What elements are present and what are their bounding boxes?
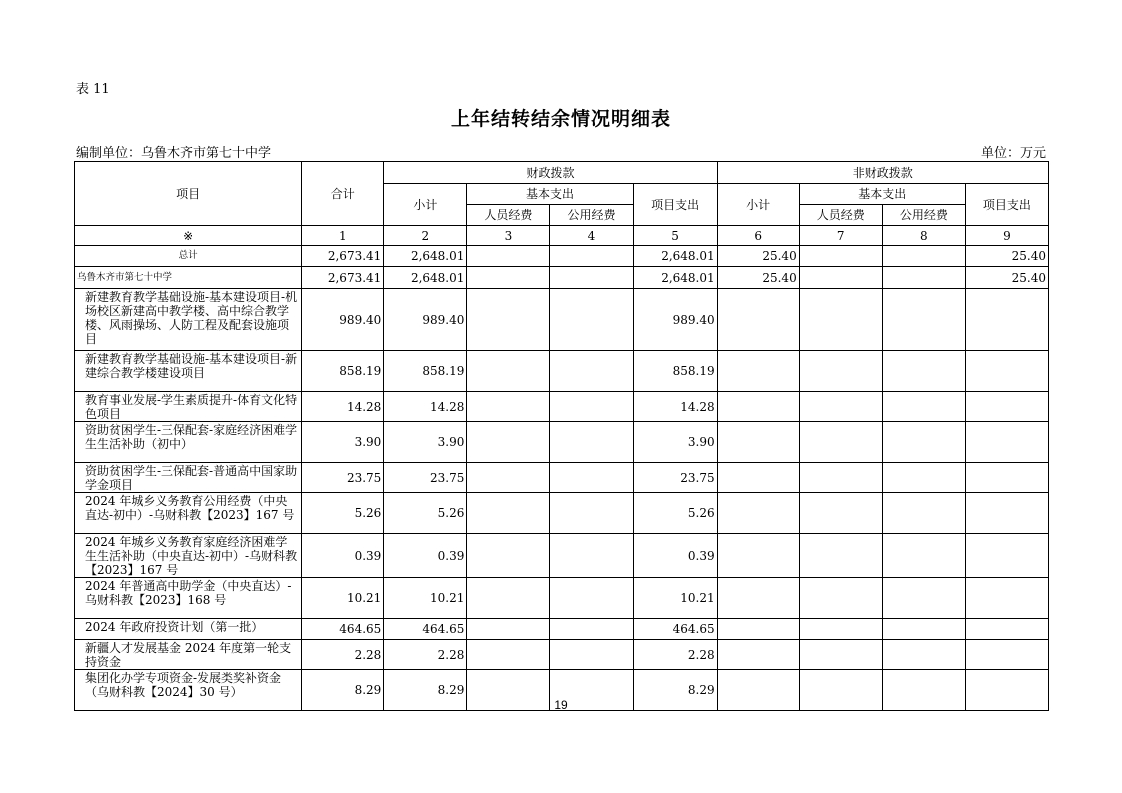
cell-fiscal-project: 464.65 [633, 619, 717, 640]
cell-nonfiscal-personnel [799, 493, 882, 534]
cell-total: 3.90 [302, 422, 384, 463]
cell-fiscal-project: 10.21 [633, 578, 717, 619]
header-fiscal-personnel: 人员经费 [467, 205, 550, 226]
header-item: 项目 [75, 162, 302, 226]
table-row [75, 289, 1049, 351]
cell-fiscal-project: 989.40 [633, 289, 717, 351]
cell-fiscal-public [550, 392, 633, 422]
table-row [75, 267, 1049, 289]
cell-fiscal-subtotal: 2.28 [384, 640, 467, 670]
cell-nonfiscal-project [965, 578, 1048, 619]
cell-nonfiscal-project [965, 640, 1048, 670]
cell-nonfiscal-subtotal [717, 493, 799, 534]
cell-nonfiscal-personnel [799, 619, 882, 640]
cell-nonfiscal-public [882, 246, 965, 267]
row-item: 资助贫困学生-三保配套-普通高中国家助学金项目 [75, 463, 302, 493]
cell-fiscal-public [550, 534, 633, 578]
cell-total: 23.75 [302, 463, 384, 493]
cell-fiscal-subtotal: 14.28 [384, 392, 467, 422]
cell-fiscal-personnel [467, 422, 550, 463]
compiling-unit: 编制单位：乌鲁木齐市第七十中学 [76, 146, 272, 161]
cell-nonfiscal-subtotal [717, 640, 799, 670]
cell-nonfiscal-personnel [799, 351, 882, 392]
header-fiscal-public: 公用经费 [550, 205, 633, 226]
cell-nonfiscal-project: 25.40 [965, 267, 1048, 289]
header-fiscal-subtotal: 小计 [384, 184, 467, 226]
index-cell: 7 [799, 226, 882, 246]
cell-fiscal-project: 2.28 [633, 640, 717, 670]
row-item: 新建教育教学基础设施-基本建设项目-新建综合教学楼建设项目 [75, 351, 302, 392]
cell-fiscal-subtotal: 5.26 [384, 493, 467, 534]
cell-nonfiscal-public [882, 422, 965, 463]
header-nonfiscal-subtotal: 小计 [717, 184, 799, 226]
cell-nonfiscal-public [882, 351, 965, 392]
cell-nonfiscal-subtotal [717, 351, 799, 392]
cell-nonfiscal-public [882, 534, 965, 578]
cell-nonfiscal-personnel [799, 267, 882, 289]
cell-fiscal-personnel [467, 578, 550, 619]
table-row [75, 392, 1049, 422]
index-cell: 1 [302, 226, 384, 246]
cell-total: 464.65 [302, 619, 384, 640]
cell-fiscal-public [550, 246, 633, 267]
row-item: 资助贫困学生-三保配套-家庭经济困难学生生活补助（初中） [75, 422, 302, 463]
cell-nonfiscal-subtotal [717, 534, 799, 578]
row-item: 新建教育教学基础设施-基本建设项目-机场校区新建高中教学楼、高中综合教学楼、风雨操场、人防工程及配套设施项目 [75, 289, 302, 351]
row-item: 教育事业发展-学生素质提升-体育文化特色项目 [75, 392, 302, 422]
cell-fiscal-project: 2,648.01 [633, 267, 717, 289]
cell-nonfiscal-subtotal: 25.40 [717, 246, 799, 267]
header-nonfiscal-project: 项目支出 [965, 184, 1048, 226]
page-title: 上年结转结余情况明细表 [450, 108, 671, 130]
cell-total: 10.21 [302, 578, 384, 619]
cell-fiscal-subtotal: 3.90 [384, 422, 467, 463]
header-total: 合计 [302, 162, 384, 226]
cell-nonfiscal-project [965, 619, 1048, 640]
index-cell: 8 [882, 226, 965, 246]
table-row [75, 640, 1049, 670]
cell-nonfiscal-subtotal [717, 289, 799, 351]
cell-nonfiscal-project [965, 289, 1048, 351]
page-number: 19 [554, 698, 568, 712]
header-fiscal-basic: 基本支出 [467, 184, 633, 205]
cell-fiscal-subtotal: 8.29 [384, 670, 467, 711]
cell-fiscal-personnel [467, 640, 550, 670]
cell-nonfiscal-subtotal [717, 578, 799, 619]
cell-nonfiscal-subtotal [717, 392, 799, 422]
cell-nonfiscal-personnel [799, 640, 882, 670]
cell-fiscal-project: 23.75 [633, 463, 717, 493]
cell-nonfiscal-personnel [799, 422, 882, 463]
cell-nonfiscal-public [882, 392, 965, 422]
index-cell: 2 [384, 226, 467, 246]
cell-nonfiscal-personnel [799, 289, 882, 351]
cell-fiscal-subtotal: 23.75 [384, 463, 467, 493]
cell-fiscal-public [550, 578, 633, 619]
cell-fiscal-public [550, 422, 633, 463]
cell-fiscal-subtotal: 10.21 [384, 578, 467, 619]
cell-nonfiscal-personnel [799, 246, 882, 267]
cell-fiscal-public [550, 619, 633, 640]
cell-nonfiscal-public [882, 267, 965, 289]
cell-nonfiscal-personnel [799, 534, 882, 578]
cell-nonfiscal-subtotal [717, 422, 799, 463]
row-item: 2024 年普通高中助学金（中央直达）-乌财科教【2023】168 号 [75, 578, 302, 619]
cell-fiscal-public [550, 351, 633, 392]
cell-fiscal-personnel [467, 463, 550, 493]
detail-table [74, 161, 1049, 711]
cell-fiscal-personnel [467, 351, 550, 392]
table-row [75, 619, 1049, 640]
index-cell: 4 [550, 226, 633, 246]
index-cell: 3 [467, 226, 550, 246]
row-item: 乌鲁木齐市第七十中学 [75, 267, 302, 289]
cell-fiscal-project: 2,648.01 [633, 246, 717, 267]
index-marker: ※ [75, 226, 302, 246]
table-row [75, 463, 1049, 493]
cell-fiscal-project: 0.39 [633, 534, 717, 578]
cell-fiscal-personnel [467, 246, 550, 267]
cell-total: 2.28 [302, 640, 384, 670]
row-item: 2024 年城乡义务教育公用经费（中央直达-初中）-乌财科教【2023】167 号 [75, 493, 302, 534]
header-nonfiscal: 非财政拨款 [717, 162, 1048, 184]
cell-fiscal-project: 14.28 [633, 392, 717, 422]
row-item: 总计 [75, 246, 302, 267]
table-row [75, 534, 1049, 578]
cell-nonfiscal-project [965, 493, 1048, 534]
cell-fiscal-public [550, 463, 633, 493]
cell-fiscal-subtotal: 2,648.01 [384, 267, 467, 289]
cell-total: 0.39 [302, 534, 384, 578]
cell-nonfiscal-public [882, 619, 965, 640]
cell-nonfiscal-subtotal [717, 619, 799, 640]
header-fiscal: 财政拨款 [384, 162, 717, 184]
cell-nonfiscal-subtotal: 25.40 [717, 267, 799, 289]
cell-nonfiscal-project: 25.40 [965, 246, 1048, 267]
cell-nonfiscal-project [965, 422, 1048, 463]
cell-fiscal-subtotal: 989.40 [384, 289, 467, 351]
cell-total: 2,673.41 [302, 267, 384, 289]
table-row [75, 422, 1049, 463]
cell-nonfiscal-personnel [799, 578, 882, 619]
cell-nonfiscal-project [965, 534, 1048, 578]
cell-fiscal-personnel [467, 493, 550, 534]
cell-total: 14.28 [302, 392, 384, 422]
cell-fiscal-project: 5.26 [633, 493, 717, 534]
cell-fiscal-public [550, 493, 633, 534]
cell-total: 2,673.41 [302, 246, 384, 267]
cell-total: 5.26 [302, 493, 384, 534]
cell-total: 8.29 [302, 670, 384, 711]
cell-fiscal-subtotal: 2,648.01 [384, 246, 467, 267]
cell-nonfiscal-project [965, 392, 1048, 422]
row-item: 新疆人才发展基金 2024 年度第一轮支持资金 [75, 640, 302, 670]
cell-nonfiscal-public [882, 289, 965, 351]
cell-nonfiscal-public [882, 640, 965, 670]
index-cell: 9 [965, 226, 1048, 246]
index-cell: 5 [633, 226, 717, 246]
cell-fiscal-project: 8.29 [633, 670, 717, 711]
cell-fiscal-subtotal: 0.39 [384, 534, 467, 578]
row-item: 集团化办学专项资金-发展类奖补资金（乌财科教【2024】30 号） [75, 670, 302, 711]
cell-fiscal-personnel [467, 619, 550, 640]
currency-unit: 单位：万元 [980, 146, 1046, 161]
cell-fiscal-personnel [467, 392, 550, 422]
cell-nonfiscal-public [882, 463, 965, 493]
table-number: 表 11 [76, 82, 110, 97]
cell-nonfiscal-project [965, 351, 1048, 392]
cell-fiscal-personnel [467, 267, 550, 289]
header-nonfiscal-public: 公用经费 [882, 205, 965, 226]
cell-fiscal-subtotal: 464.65 [384, 619, 467, 640]
header-fiscal-project: 项目支出 [633, 184, 717, 226]
table-row [75, 351, 1049, 392]
cell-fiscal-public [550, 640, 633, 670]
cell-total: 858.19 [302, 351, 384, 392]
cell-nonfiscal-personnel [799, 392, 882, 422]
cell-fiscal-project: 3.90 [633, 422, 717, 463]
header-nonfiscal-basic: 基本支出 [799, 184, 965, 205]
cell-fiscal-subtotal: 858.19 [384, 351, 467, 392]
row-item: 2024 年城乡义务教育家庭经济困难学生生活补助（中央直达-初中）-乌财科教【2023】167 号 [75, 534, 302, 578]
cell-fiscal-public [550, 289, 633, 351]
index-cell: 6 [717, 226, 799, 246]
cell-nonfiscal-personnel [799, 463, 882, 493]
table-row [75, 246, 1049, 267]
cell-nonfiscal-project [965, 463, 1048, 493]
cell-nonfiscal-subtotal [717, 463, 799, 493]
row-item: 2024 年政府投资计划（第一批） [75, 619, 302, 640]
cell-nonfiscal-public [882, 578, 965, 619]
cell-nonfiscal-public [882, 493, 965, 534]
cell-fiscal-personnel [467, 289, 550, 351]
table-row [75, 578, 1049, 619]
cell-total: 989.40 [302, 289, 384, 351]
cell-fiscal-public [550, 267, 633, 289]
table-row [75, 493, 1049, 534]
header-nonfiscal-personnel: 人员经费 [799, 205, 882, 226]
cell-fiscal-personnel [467, 534, 550, 578]
cell-fiscal-project: 858.19 [633, 351, 717, 392]
